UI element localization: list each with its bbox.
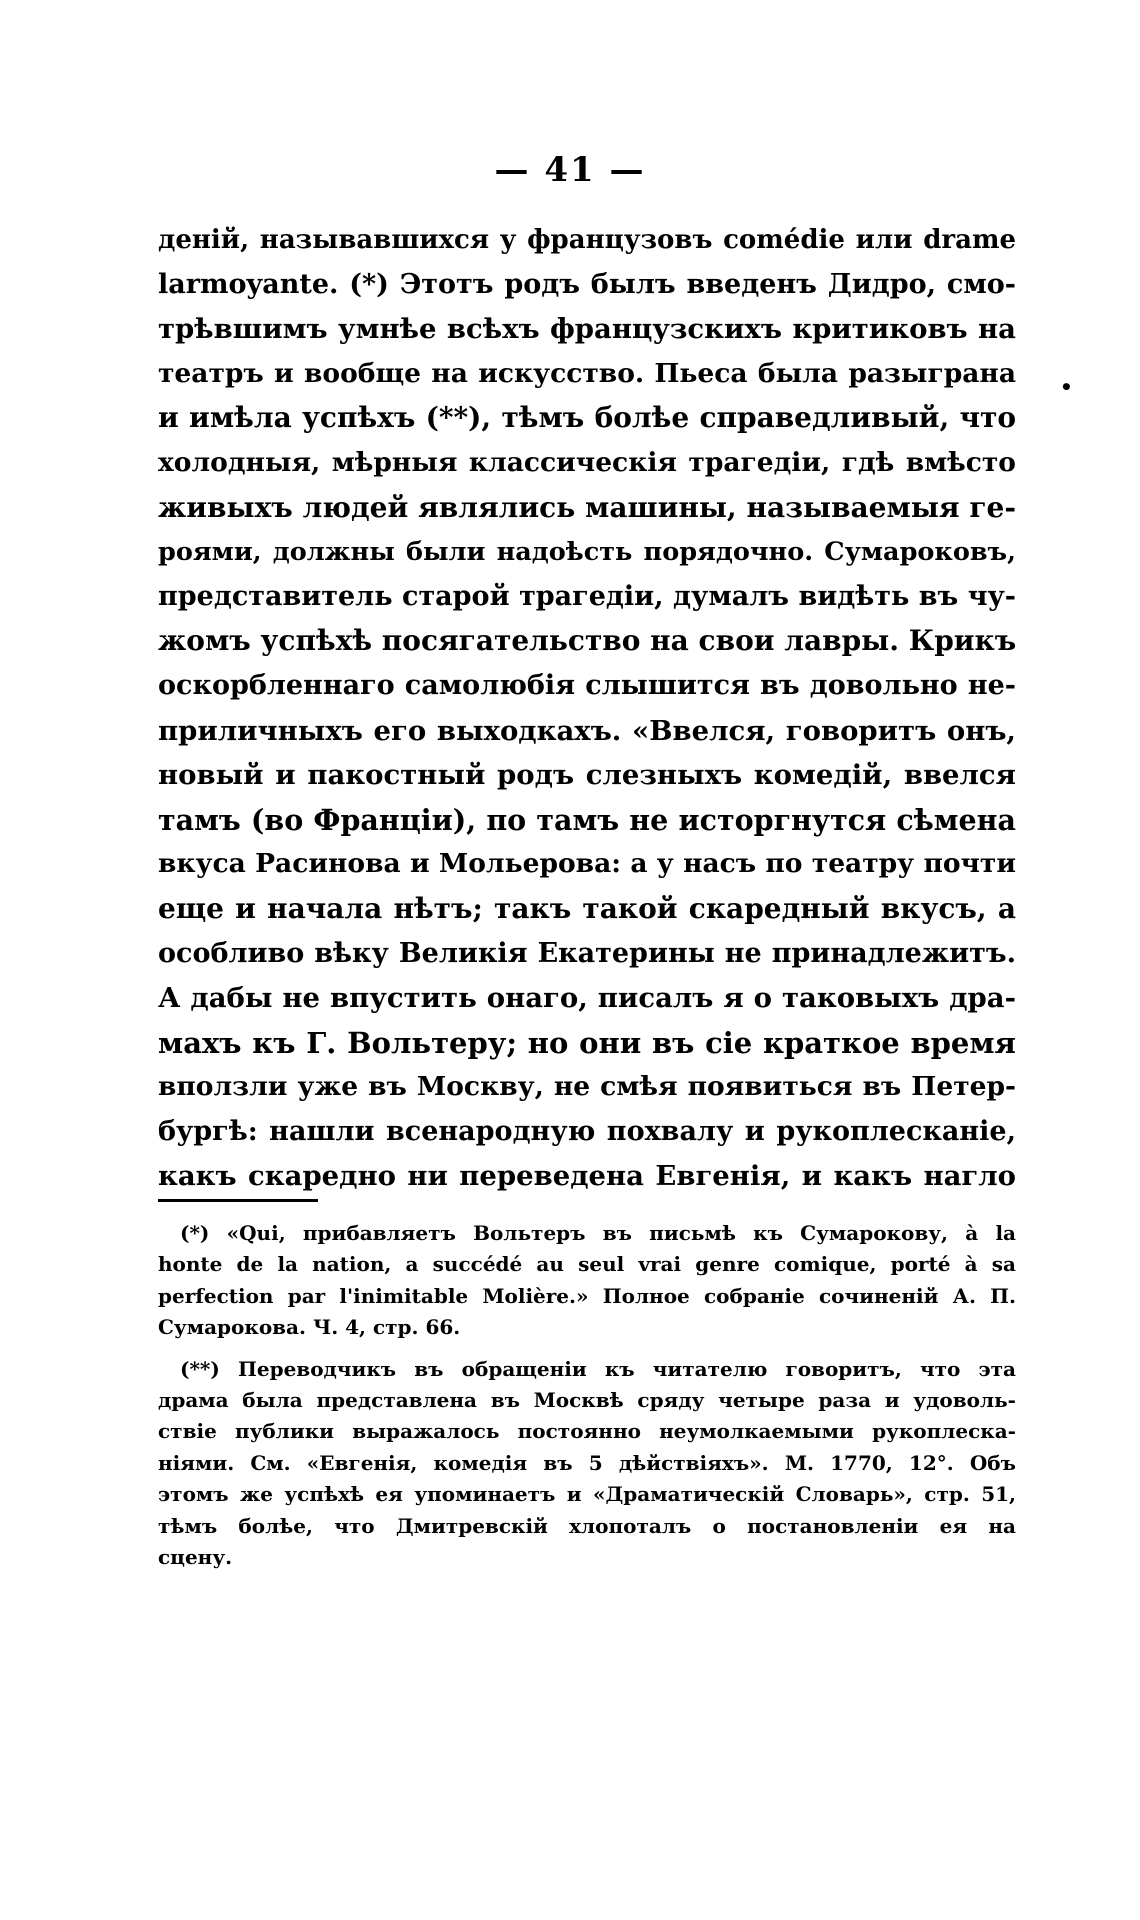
text-line: трѣвшимъ умнѣе всѣхъ французскихъ критиковъ на [158,313,1016,346]
text-line: театръ и вообще на искусство. Пьеса была разыграна [158,357,1016,389]
footnote-1 [158,1218,1016,1344]
text-line: А дабы не впустить онаго, писалъ я о таковыхъ дра- [158,982,1016,1015]
footnote-line: тѣмъ болѣе, что Дмитревскій хлопоталъ о постановленіи ея на [158,1513,1016,1538]
footnote-line: ніями. См. «Евгенія, комедія въ 5 дѣйствіяхъ». М. 1770, 12°. Объ [158,1450,1016,1475]
text-line: живыхъ людей являлись машины, называемыя ге- [158,490,1016,524]
margin-mark: • [1060,375,1073,399]
footnote-line: этомъ же успѣхѣ ея упоминаетъ и «Драматическій Словарь», стр. 51, [158,1482,1016,1507]
footnote-line: Сумарокова. Ч. 4, стр. 66. [158,1315,461,1340]
text-line: деній, называвшихся у французовъ comédie или drame [158,225,1016,255]
footnote-2 [158,1354,1016,1574]
text-line: особливо вѣку Великія Екатерины не принадлежитъ. [158,937,1016,969]
text-line: оскорбленнаго самолюбія слышится въ довольно не- [158,669,1016,701]
footnote-line: honte de la nation, a succédé au seul vrai genre comique, porté à sa [158,1252,1016,1277]
text-line: вползли уже въ Москву, не смѣя появиться въ Петер- [158,1071,1016,1103]
text-line: larmoyante. (*) Этотъ родъ былъ введенъ Дидро, смо- [158,268,1016,300]
text-line: тамъ (во Франціи), по тамъ не исторгнутся сѣмена [158,802,1016,837]
footnote-line: драма была представлена въ Москвѣ сряду четыре раза и удоволь- [158,1387,1016,1412]
footnotes [158,1218,1016,1573]
text-line: холодныя, мѣрныя классическія трагедіи, гдѣ вмѣсто [158,446,1016,478]
text-line: какъ скаредно ни переведена Евгенія, и какъ нагло [158,1160,1016,1193]
footnote-line: ствіе публики выражалось постоянно неумолкаемыми рукоплеска- [158,1419,1016,1444]
footnote-line: (**) Переводчикъ въ обращеніи къ читателю говоритъ, что эта [180,1356,1016,1381]
text-line: вкуса Расинова и Мольерова: а у насъ по театру почти [158,848,1016,880]
text-line: представитель старой трагедіи, думалъ видѣть въ чу- [158,580,1016,612]
text-line: приличныхъ его выходкахъ. «Ввелся, говоритъ онъ, [158,714,1016,747]
text-line: и имѣла успѣхъ (**), тѣмъ болѣе справедливый, что [158,401,1016,435]
text-line: новый и пакостный родъ слезныхъ комедій, ввелся [158,759,1016,792]
text-line: роями, должны были надоѣсть порядочно. Сумароковъ, [158,537,1016,568]
footnote-line: сцену. [158,1544,233,1569]
footnote-divider [158,1199,318,1202]
text-line: махъ къ Г. Вольтеру; но они въ сіе краткое время [158,1025,1016,1060]
text-line: еще и начала нѣтъ; такъ такой скаредный вкусъ, а [158,891,1016,925]
footnote-line: perfection par l'inimitable Molière.» Полное собраніе сочиненій А. П. [158,1283,1016,1308]
text-line: бургѣ: нашли всенародную похвалу и рукоплесканіе, [158,1115,1016,1147]
main-text [158,218,1016,1199]
page-number: — 41 — [494,150,646,190]
footnote-line: (*) «Qui, прибавляетъ Вольтеръ въ письмѣ къ Сумарокову, à la [180,1221,1016,1245]
text-line: жомъ успѣхѣ посягательство на свои лавры. Крикъ [158,624,1016,658]
